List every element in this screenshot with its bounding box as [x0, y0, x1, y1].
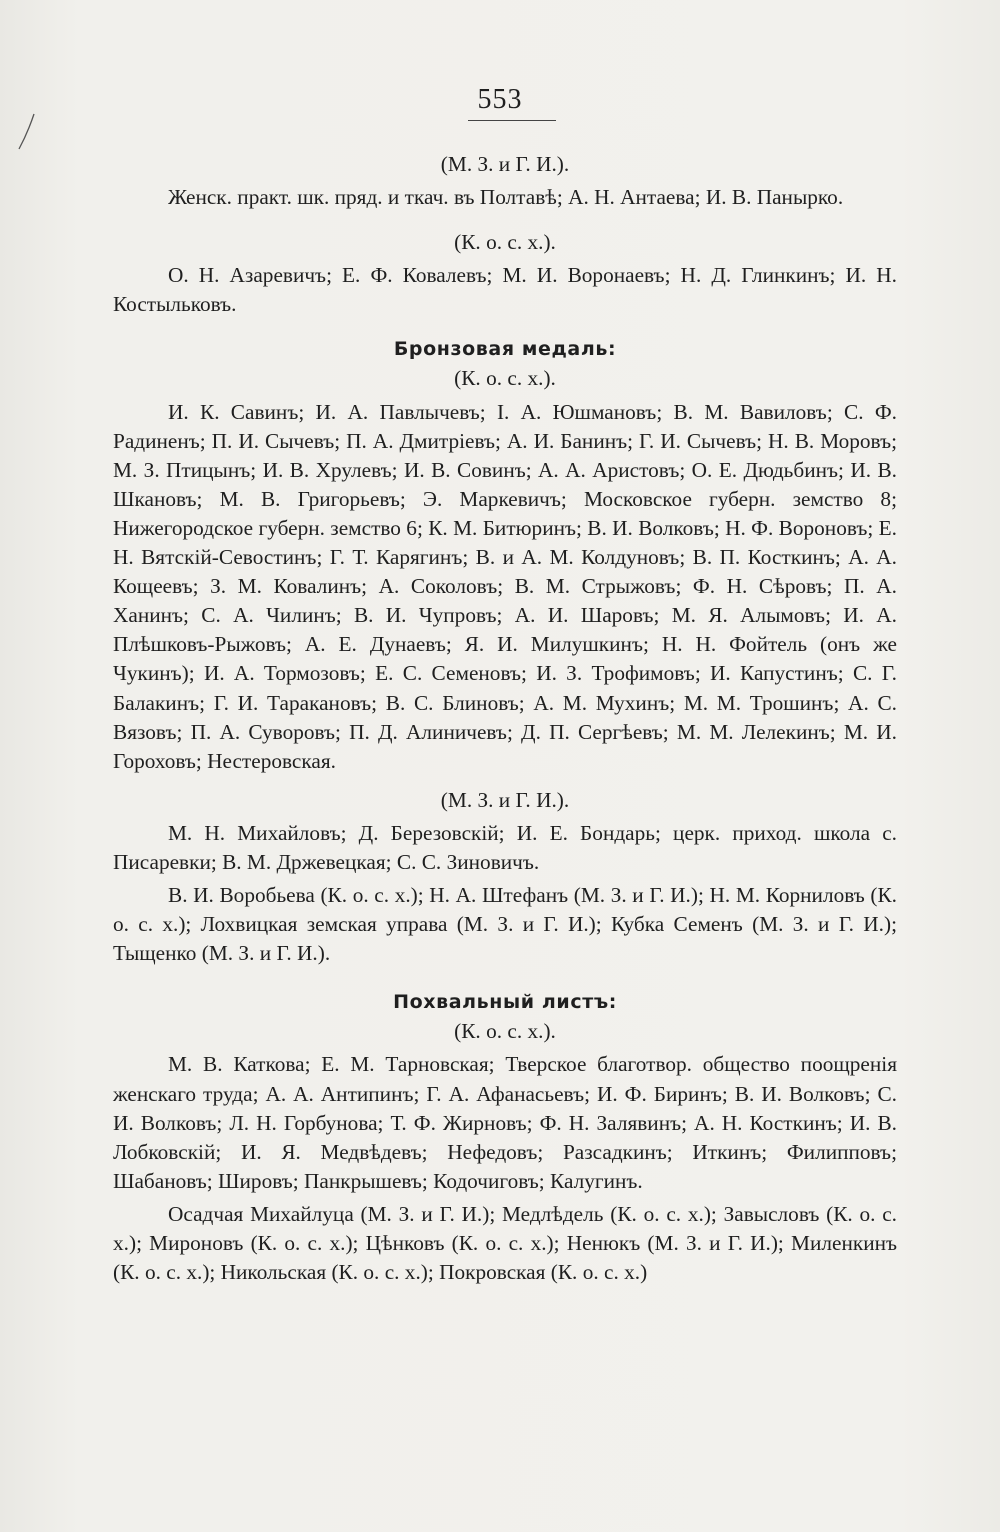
pencil-mark-icon — [16, 112, 38, 152]
subhead-kosh-1: (К. о. с. х.). — [454, 230, 556, 255]
page-number: 553 — [477, 84, 523, 115]
page-body — [113, 146, 897, 1287]
paragraph-azarevich: О. Н. Азаревичъ; Е. Ф. Ковалевъ; М. И. Воронаевъ; Н. Д. Глинкинъ; И. Н. Костыльковъ. — [113, 263, 897, 317]
page-number-rule — [468, 120, 556, 121]
paragraph-osadchaya: Осадчая Михайлуца (М. З. и Г. И.); Медлѣдель (К. о. с. х.); Завысловъ (К. о. с. х.); Мироновъ (К. о. с. х.); Цѣнковъ (К. о. с. х.); Ненюкъ (М. З. и Г. И.); Миленкинъ (К. о. с. х.); Никольская (К. о. с. х.); Покровская (К. о. с. х.) — [113, 1201, 897, 1285]
heading-commendation: Похвальный листъ: — [393, 991, 617, 1014]
subhead-mzgi-2: (М. З. и Г. И.). — [440, 787, 570, 812]
paragraph-poltava: Женск. практ. шк. пряд. и ткач. въ Полтавѣ; А. Н. Антаева; И. В. Панырко. — [168, 185, 844, 210]
paragraph-vorobieva: В. И. Воробьева (К. о. с. х.); Н. А. Штефанъ (М. З. и Г. И.); Н. М. Корниловъ (К. о. с. х.); Лохвицкая земская управа (М. З. и Г. И.); Кубка Семенъ (М. З. и Г. И.); Тыщенко (М. З. и Г. И.). — [113, 883, 897, 966]
subhead-kosh-2: (К. о. с. х.). — [454, 366, 556, 391]
paragraph-mikhailov: М. Н. Михайловъ; Д. Березовскій; И. Е. Бондарь; церк. приход. школа с. Писаревки; В. М. Држевецкая; С. С. Зиновичъ. — [113, 820, 897, 874]
subhead-mzgi-1: (М. З. и Г. И.). — [440, 152, 570, 176]
paragraph-katkova: М. В. Каткова; Е. М. Тарновская; Тверское благотвор. общество поощренія женскаго труда; А. А. Антипинъ; Г. А. Афанасьевъ; И. Ф. Биринъ; В. И. Волковъ; С. И. Волковъ; Л. Н. Горбунова; Т. Ф. Жирновъ; Ф. Н. Залявинъ; А. Н. Косткинъ; И. В. Лобковскій; И. Я. Медвѣдевъ; Нефедовъ; Разсадкинъ; Иткинъ; Филипповъ; Шабановъ; Шировъ; Панкрышевъ; Кодочиговъ; Калугинъ. — [113, 1052, 897, 1193]
heading-bronze-medal: Бронзовая медаль: — [393, 338, 617, 361]
paragraph-bronze-list: И. К. Савинъ; И. А. Павлычевъ; І. А. Юшмановъ; В. М. Вавиловъ; С. Ф. Радиненъ; П. И. Сычевъ; П. А. Дмитріевъ; А. И. Банинъ; Г. И. Сычевъ; Н. В. Моровъ; М. З. Птицынъ; И. В. Хрулевъ; И. В. Совинъ; А. А. Аристовъ; О. Е. Дюдьбинъ; И. В. Шкановъ; М. В. Григорьевъ; Э. Маркевичъ; Московское губерн. земство 8; Нижегородское губерн. земство 6; К. М. Битюринъ; В. И. Волковъ; Н. Ф. Вороновъ; Е. Н. Вятскій-Севостинъ; Г. Т. Карягинъ; В. и А. М. Колдуновъ; В. П. Косткинъ; А. А. Кощеевъ; З. М. Ковалинъ; А. Соколовъ; В. М. Стрыжовъ; Ф. Н. Сѣровъ; П. А. Ханинъ; С. А. Чилинъ; В. И. Чупровъ; А. И. Шаровъ; М. Я. Алымовъ; И. А. Плѣшковъ-Рыжовъ; А. Е. Дунаевъ; Я. И. Милушкинъ; Н. Н. Фойтель (онъ же Чукинъ); И. А. Тормозовъ; Е. С. Семеновъ; И. З. Трофимовъ; И. Капустинъ; С. Г. Балакинъ; Г. И. Таракановъ; В. С. Блиновъ; А. М. Мухинъ; М. М. Трошинъ; А. С. Вязовъ; П. А. Суворовъ; П. Д. Алиничевъ; Д. П. Сергѣевъ; М. М. Лелекинъ; М. И. Гороховъ; Нестеровская. — [113, 399, 897, 773]
subhead-kosh-3: (К. о. с. х.). — [454, 1019, 556, 1044]
